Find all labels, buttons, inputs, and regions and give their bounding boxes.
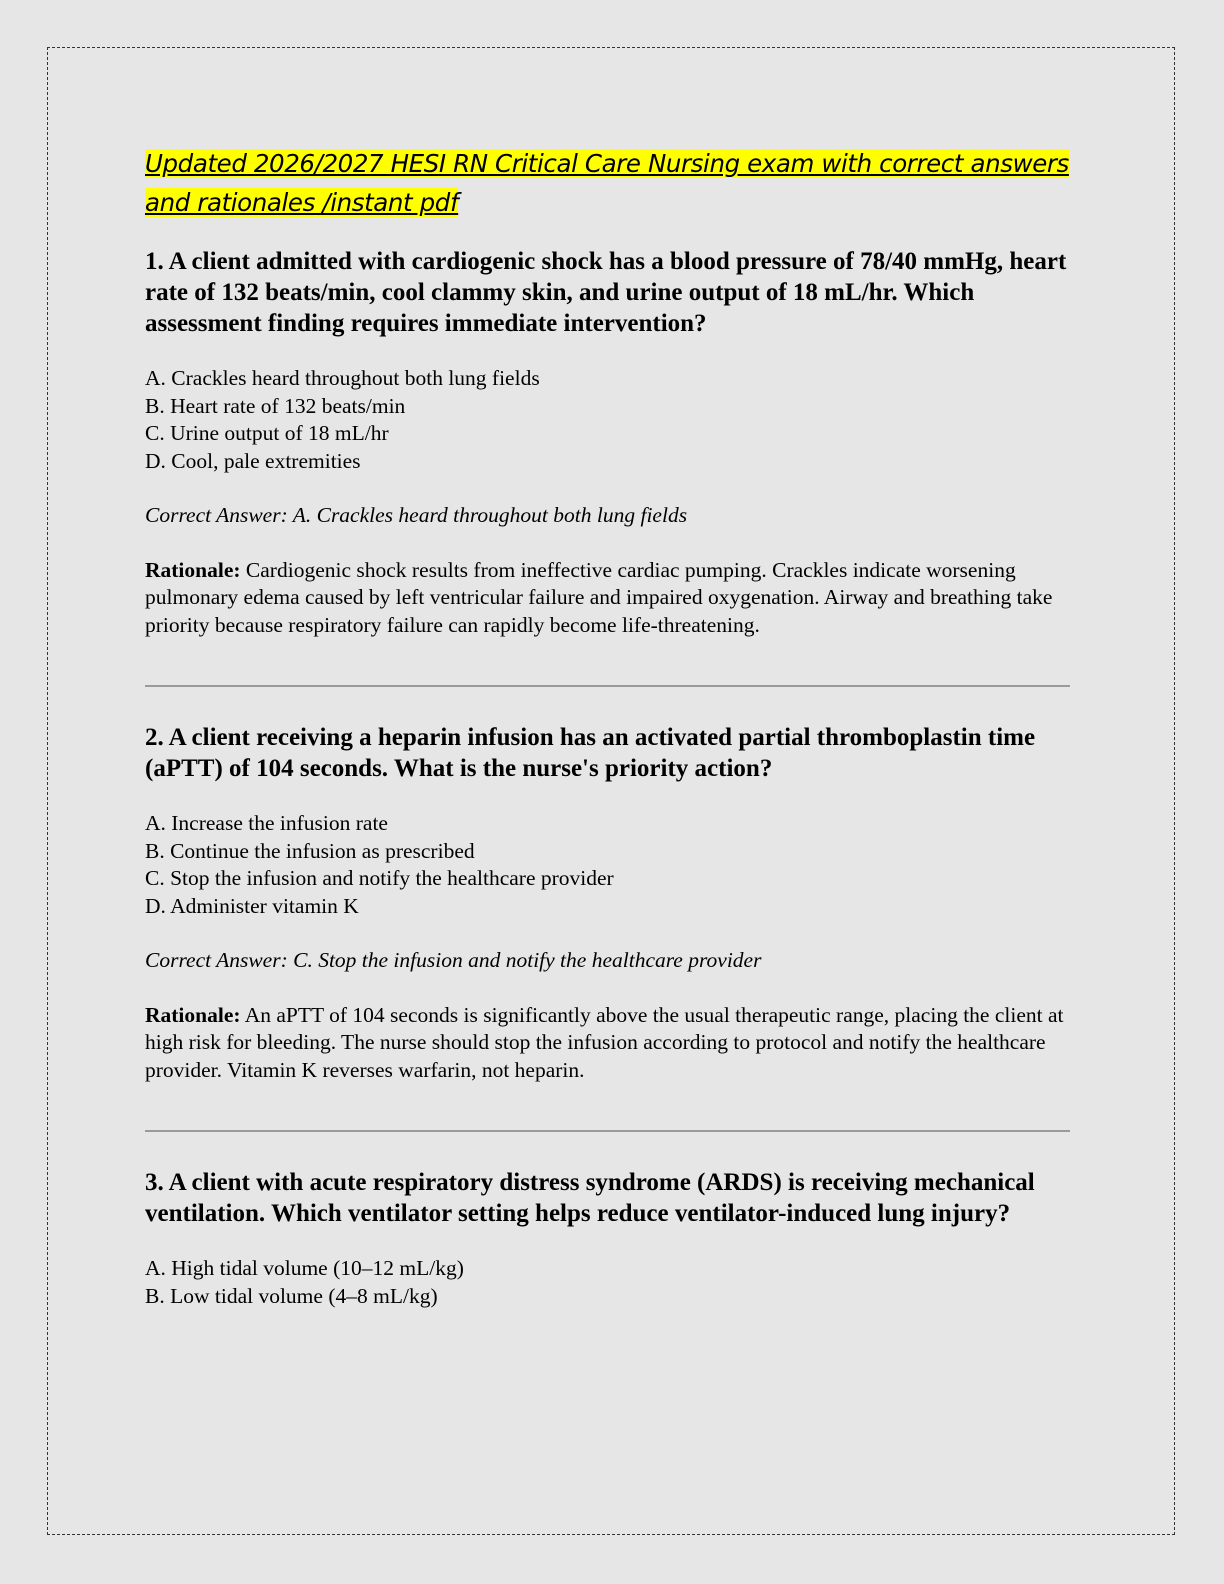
option-d: D. Cool, pale extremities xyxy=(145,448,361,473)
answer-options xyxy=(145,810,1085,920)
rationale xyxy=(145,1002,1085,1085)
option-b: B. Continue the infusion as prescribed xyxy=(145,838,475,863)
rationale-label: Rationale: xyxy=(145,1002,241,1027)
option-c: C. Urine output of 18 mL/hr xyxy=(145,421,389,445)
option-a: A. Crackles heard throughout both lung fields xyxy=(145,366,540,390)
question-stem: 2. A client receiving a heparin infusion has an activated partial thromboplastin time (aPTT) of 104 seconds. What is the nurse's priority action? xyxy=(145,724,1036,782)
option-b: B. Low tidal volume (4–8 mL/kg) xyxy=(145,1283,438,1308)
option-d: D. Administer vitamin K xyxy=(145,893,359,918)
rationale-text: Cardiogenic shock results from ineffective cardiac pumping. Crackles indicate worsening pulmonary edema caused by left ventricular failure and impaired oxygenation. Airway and breathing take priority because respiratory failure can rapidly become life-threatening. xyxy=(145,557,1053,637)
section-divider xyxy=(145,1130,1070,1132)
section-divider xyxy=(145,685,1070,687)
question-stem: 1. A client admitted with cardiogenic shock has a blood pressure of 78/40 mmHg, heart rate of 132 beats/min, cool clammy skin, and urine output of 18 mL/hr. Which assessment finding requires immediate intervention? xyxy=(145,248,1067,337)
document-title-text: Updated 2026/2027 HESI RN Critical Care Nursing exam with correct answers and rationales /instant pdf xyxy=(145,149,1069,217)
question-stem: 3. A client with acute respiratory distress syndrome (ARDS) is receiving mechanical ventilation. Which ventilator setting helps reduce ventilator-induced lung injury? xyxy=(145,1169,1035,1227)
rationale-label: Rationale: xyxy=(145,557,241,582)
option-b: B. Heart rate of 132 beats/min xyxy=(145,393,406,418)
correct-answer: Correct Answer: A. Crackles heard throughout both lung fields xyxy=(145,503,688,527)
rationale xyxy=(145,557,1085,640)
question-3 xyxy=(145,1167,1085,1310)
correct-answer: Correct Answer: C. Stop the infusion and notify the healthcare provider xyxy=(145,948,762,972)
document-content xyxy=(145,144,1085,1310)
option-c: C. Stop the infusion and notify the healthcare provider xyxy=(145,866,614,890)
document-title xyxy=(145,144,1085,222)
answer-options xyxy=(145,365,1085,475)
rationale-text: An aPTT of 104 seconds is significantly above the usual therapeutic range, placing the client at high risk for bleeding. The nurse should stop the infusion according to protocol and notify the healthcare provider. Vitamin K reverses warfarin, not heparin. xyxy=(145,1002,1064,1082)
answer-options xyxy=(145,1255,1085,1310)
option-a: A. Increase the infusion rate xyxy=(145,811,388,835)
question-2 xyxy=(145,722,1085,1084)
question-1 xyxy=(145,246,1085,639)
option-a: A. High tidal volume (10–12 mL/kg) xyxy=(145,1256,464,1280)
